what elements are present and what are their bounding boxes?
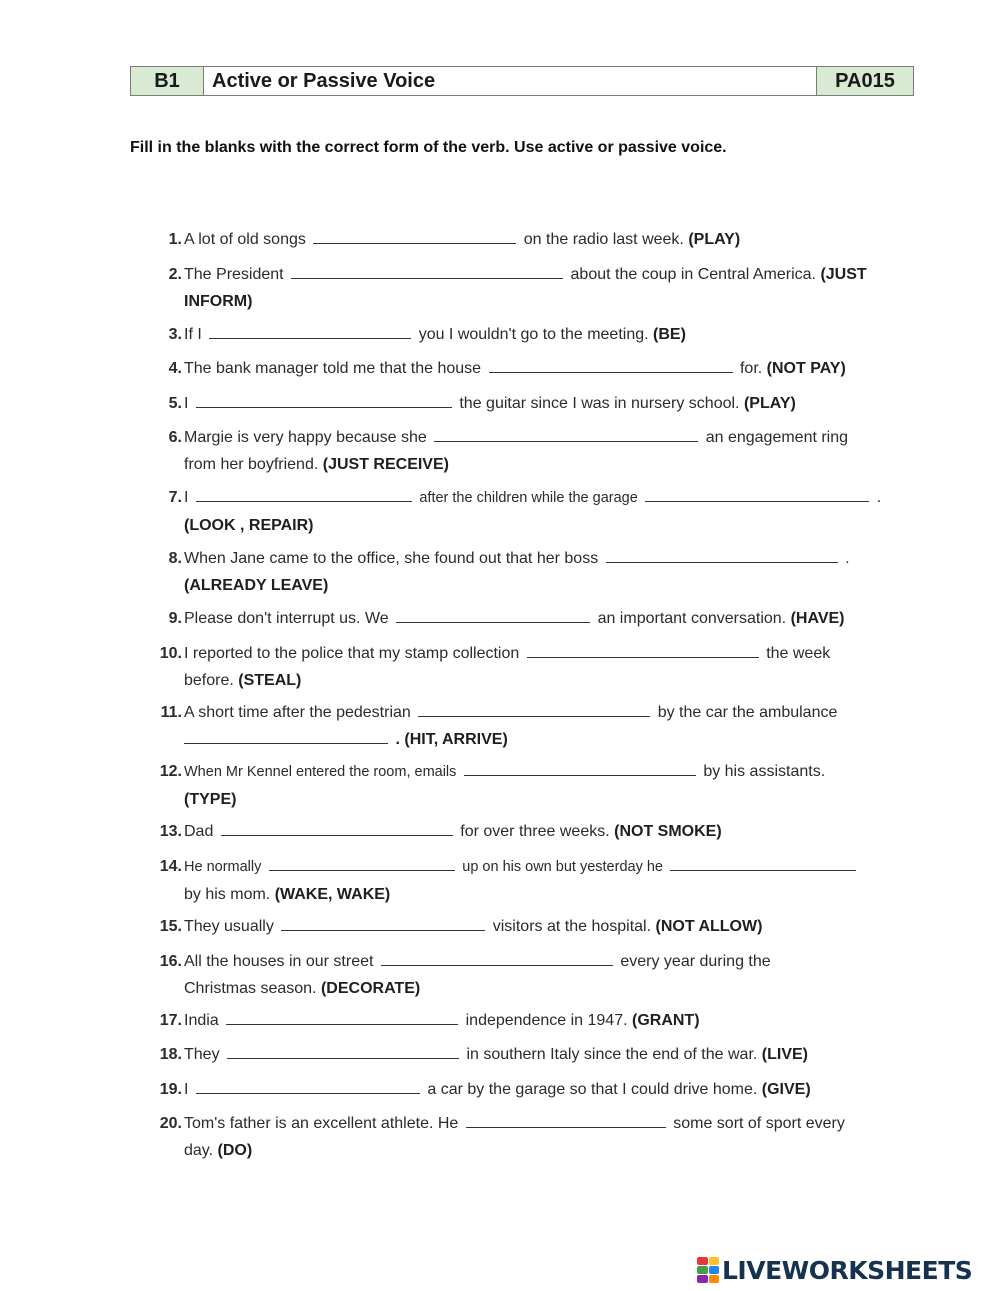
item-text: an engagement ring from her boyfriend.: [184, 429, 849, 473]
answer-blank[interactable]: [196, 500, 412, 502]
list-item: [152, 605, 912, 632]
item-text: I: [184, 395, 189, 412]
item-text: .: [845, 550, 850, 567]
list-item: [152, 390, 912, 417]
answer-blank[interactable]: [196, 406, 452, 408]
verb-hint: (BE): [653, 326, 686, 343]
item-text: for.: [739, 360, 763, 377]
item-number: 7.: [168, 489, 182, 506]
answer-blank[interactable]: [291, 277, 563, 279]
item-text: A short time after the pedestrian: [184, 704, 411, 721]
item-text: I: [184, 1081, 189, 1098]
verb-hint: (LIVE): [761, 1046, 808, 1063]
verb-hint: (JUST INFORM): [184, 266, 867, 310]
item-number: 11.: [160, 704, 182, 721]
item-number: 14.: [159, 858, 182, 875]
item-text: by his mom.: [184, 886, 271, 903]
worksheet-header: [130, 66, 914, 96]
answer-blank[interactable]: [606, 561, 838, 563]
item-number: 5.: [168, 395, 182, 412]
item-text: Tom's father is an excellent athlete. He: [184, 1115, 459, 1132]
answer-blank[interactable]: [396, 621, 590, 623]
list-item: [152, 261, 912, 315]
list-item: [152, 424, 872, 478]
verb-hint: (NOT PAY): [766, 360, 846, 377]
item-text: When Mr Kennel entered the room, emails: [184, 764, 457, 780]
item-text: When Jane came to the office, she found out that her boss: [184, 550, 599, 567]
item-text: about the coup in Central America.: [570, 266, 816, 283]
verb-hint: (ALREADY LEAVE): [184, 577, 329, 594]
answer-blank[interactable]: [527, 656, 759, 658]
item-number: 2.: [168, 266, 182, 283]
item-text: Margie is very happy because she: [184, 429, 427, 446]
item-text: by his assistants.: [703, 763, 826, 780]
verb-hint: (DECORATE): [320, 980, 421, 997]
answer-blank[interactable]: [226, 1023, 458, 1025]
list-item: [152, 853, 912, 908]
list-item: [152, 1076, 912, 1103]
item-number: 20.: [159, 1115, 182, 1132]
item-text: in southern Italy since the end of the war.: [466, 1046, 758, 1063]
item-text: after the children while the garage: [419, 490, 638, 506]
list-item: [152, 948, 832, 1002]
item-text: independence in 1947.: [465, 1012, 628, 1029]
item-number: 17.: [159, 1012, 182, 1029]
answer-blank[interactable]: [418, 715, 650, 717]
logo-block: [709, 1257, 720, 1265]
item-text: All the houses in our street: [184, 953, 374, 970]
verb-hint: (TYPE): [184, 791, 237, 808]
item-text: visitors at the hospital.: [492, 918, 652, 935]
level-badge: B1: [131, 67, 204, 95]
verb-hint: (JUST RECEIVE): [322, 456, 449, 473]
item-number: 13.: [159, 823, 182, 840]
item-number: 6.: [168, 429, 182, 446]
list-item: [152, 818, 912, 845]
item-text: the guitar since I was in nursery school.: [459, 395, 740, 412]
answer-blank[interactable]: [221, 834, 453, 836]
verb-hint: (PLAY): [743, 395, 796, 412]
item-text: on the radio last week.: [523, 231, 684, 248]
item-text: They: [184, 1046, 220, 1063]
list-item: [152, 355, 912, 382]
answer-blank[interactable]: [281, 929, 485, 931]
worksheet-title: Active or Passive Voice: [204, 67, 817, 95]
logo-block: [697, 1275, 708, 1283]
list-item: [152, 758, 912, 813]
list-item: [152, 545, 912, 599]
list-item: [152, 1110, 877, 1164]
answer-blank[interactable]: [227, 1057, 459, 1059]
item-number: 8.: [168, 550, 182, 567]
list-item: [152, 484, 912, 539]
verb-hint: (WAKE, WAKE): [274, 886, 391, 903]
item-text: He normally: [184, 859, 262, 875]
answer-blank[interactable]: [645, 500, 869, 502]
answer-blank[interactable]: [269, 869, 455, 871]
item-text: They usually: [184, 918, 274, 935]
answer-blank[interactable]: [196, 1092, 420, 1094]
answer-blank[interactable]: [466, 1126, 666, 1128]
logo-blocks-icon: [697, 1257, 719, 1283]
logo-text: LIVEWORKSHEETS: [722, 1255, 973, 1285]
answer-blank[interactable]: [434, 440, 698, 442]
answer-blank[interactable]: [464, 774, 696, 776]
worksheet-code: PA015: [817, 67, 913, 95]
item-number: 9.: [168, 610, 182, 627]
item-text: by the car the ambulance: [657, 704, 838, 721]
answer-blank[interactable]: [670, 869, 856, 871]
verb-hint: (DO): [217, 1142, 253, 1159]
verb-hint: (NOT ALLOW): [655, 918, 763, 935]
item-text: A lot of old songs: [184, 231, 306, 248]
item-text: India: [184, 1012, 219, 1029]
item-text: The President: [184, 266, 284, 283]
logo-block: [709, 1266, 720, 1274]
verb-hint: (GIVE): [761, 1081, 811, 1098]
item-text: an important conversation.: [597, 610, 787, 627]
item-number: 3.: [168, 326, 182, 343]
verb-hint: (LOOK , REPAIR): [184, 517, 314, 534]
verb-hint: (HIT, ARRIVE): [404, 731, 508, 748]
item-text: Please don't interrupt us. We: [184, 610, 389, 627]
item-text: .: [876, 489, 882, 506]
answer-blank[interactable]: [209, 337, 411, 339]
list-item: [152, 226, 912, 253]
item-text: I: [184, 489, 189, 506]
list-item: [152, 1041, 912, 1068]
item-text: I reported to the police that my stamp collection: [184, 645, 520, 662]
list-item: [152, 913, 912, 940]
item-text: some sort of sport every day.: [184, 1115, 845, 1159]
item-number: 1.: [168, 231, 182, 248]
answer-blank[interactable]: [184, 742, 388, 744]
verb-hint: (STEAL): [238, 672, 302, 689]
logo-block: [697, 1257, 708, 1265]
instructions: Fill in the blanks with the correct form of the verb. Use active or passive voice.: [130, 139, 727, 156]
item-text: The bank manager told me that the house: [184, 360, 482, 377]
item-text: you I wouldn't go to the meeting.: [418, 326, 649, 343]
item-number: 10.: [159, 645, 182, 662]
liveworksheets-logo: [697, 1254, 972, 1286]
item-number: 18.: [159, 1046, 182, 1063]
answer-blank[interactable]: [313, 242, 516, 244]
logo-block: [697, 1266, 708, 1274]
answer-blank[interactable]: [489, 371, 733, 373]
item-number: 12.: [159, 763, 182, 780]
item-text: for over three weeks.: [460, 823, 610, 840]
list-item: [152, 1007, 912, 1034]
list-item: [152, 640, 852, 694]
item-number: 19.: [159, 1081, 182, 1098]
answer-blank[interactable]: [381, 964, 613, 966]
logo-block: [709, 1275, 720, 1283]
item-text: a car by the garage so that I could drive home.: [427, 1081, 758, 1098]
item-text: every year during the Christmas season.: [184, 953, 771, 997]
item-text: the week before.: [184, 645, 831, 689]
item-text: up on his own but yesterday he: [462, 859, 663, 875]
list-item: [152, 699, 912, 753]
item-number: 16.: [159, 953, 182, 970]
item-number: 4.: [168, 360, 182, 377]
item-text: .: [395, 731, 400, 748]
item-text: If I: [184, 326, 202, 343]
list-item: [152, 321, 912, 348]
item-number: 15.: [159, 918, 182, 935]
item-text: Dad: [184, 823, 214, 840]
verb-hint: (NOT SMOKE): [614, 823, 722, 840]
verb-hint: (PLAY): [688, 231, 741, 248]
verb-hint: (GRANT): [631, 1012, 700, 1029]
verb-hint: (HAVE): [790, 610, 845, 627]
